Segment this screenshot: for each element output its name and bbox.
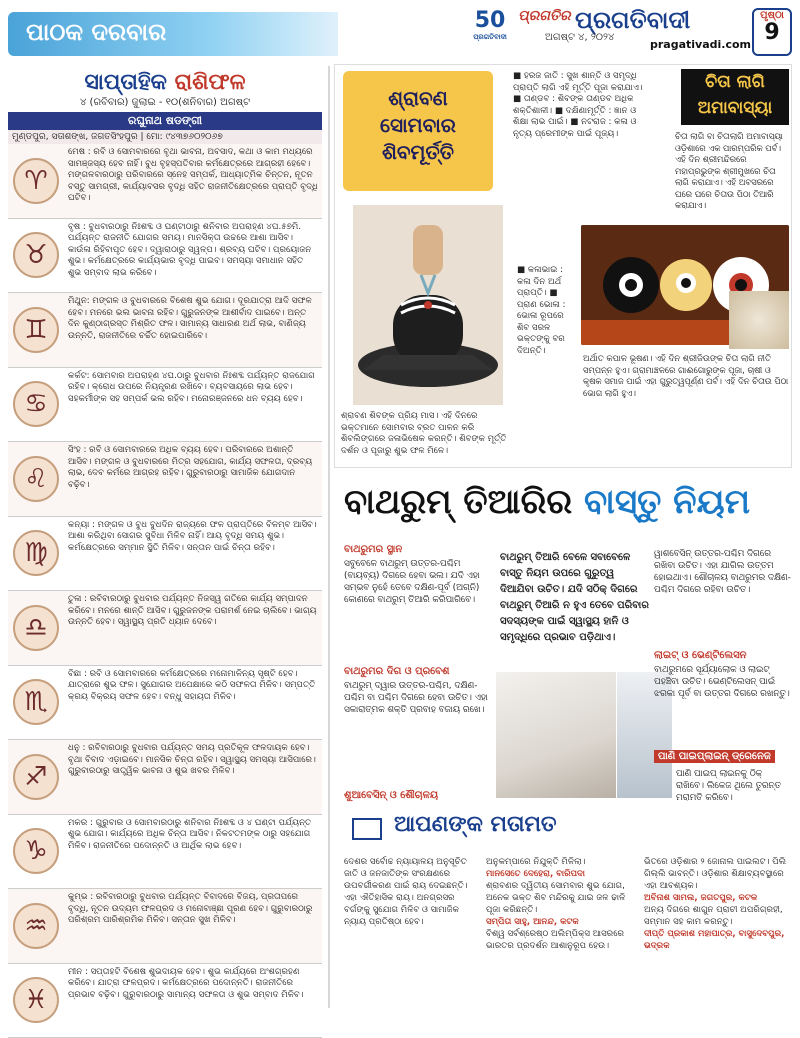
zodiac-list bbox=[8, 144, 322, 1038]
column-divider bbox=[328, 66, 330, 1008]
envelope-icon bbox=[352, 818, 382, 840]
horoscope-section bbox=[8, 66, 322, 1008]
section-title: ପାଠକ ଦରବାର bbox=[8, 12, 338, 56]
shravan-article bbox=[334, 64, 792, 468]
opinions-title: ଆପଣଙ୍କ ମତାମତ bbox=[394, 812, 557, 837]
zodiac-row bbox=[8, 368, 322, 443]
vastu-text-location: ସବୁବେଳେ ବାଥରୁମ୍ ଉତ୍ତର-ପଶ୍ଚିମ (ବାୟବ୍ୟ) ଦିଗରେ ହେବା ଭଲ। ଯଦି ଏହା ସମ୍ଭବ ନୁହେଁ ତେବେ ଦକ୍ଷିଣ-ପୂର୍ବ (ଅଗ୍ନି) କୋଣରେ ବାଥରୁମ୍ ତିଆରି କରିପାରିବେ। bbox=[344, 558, 490, 606]
vastu-section-pipeline: ପାଣି ପାଇପ୍‌ଲାଇନ୍ ଡ୍ରେନେଜ bbox=[654, 750, 775, 763]
horoscope-dates: ୪ (ରବିବାର) ଜୁଲାଇ - ୧୦(ଶନିବାର) ଅଗଷ୍ଟ bbox=[8, 97, 322, 108]
opinion-col2: ଅନୁକମ୍ପାରେ ନିଯୁକ୍ତି ମିଳିଲା। ମାନସେତେ ଦେହେରା, ବାରିପଦା ଶ୍ରାବଣର ଦ୍ୱିତୀୟ ସୋମବାର ଶୁଭ ଯୋଗ, ଅନେକ ଭକ୍ତ ଶିବ ମନ୍ଦିରକୁ ଯାଇ ଜଳ ଢାଳି ପୂଜା କରିଛନ୍ତି। ସମ୍ପିତା ସାହୁ, ଆନନ୍ଦ, କଟକ ବିଶ୍ୱ ସର୍ବଶ୍ରେଷ୍ଠ ଅଲିମ୍ପିକ୍ସ ଆସରରେ ଭାରତର ପ୍ରଦର୍ଶନ ଆଶାନୁରୂପ ହେଉ। bbox=[486, 856, 636, 952]
opinion-author: ମାନସେତେ ଦେହେରା, ବାରିପଦା bbox=[486, 868, 636, 880]
vastu-text-direction: ବାଥରୁମ୍ ଦ୍ୱାର ଉତ୍ତର-ପଶ୍ଚିମ, ଦକ୍ଷିଣ-ପଶ୍ଚିମ ବା ପଶ୍ଚିମ ଦିଗରେ ହେବା ଉଚିତ। ଏହା ସକାରାତ୍ମକ ଶକ୍ତି ପ୍ରବାହ ବଜାୟ ରଖେ। bbox=[344, 680, 490, 716]
horoscope-author: ରଘୁନାଥ ଷଡଙ୍ଗୀ bbox=[8, 112, 322, 130]
opinion-author: ଅବିନାଶ ସାମଲ, ଜଗତପୁର, କଟକ bbox=[644, 892, 792, 904]
zodiac-row bbox=[8, 293, 322, 368]
zodiac-icon: ♊ bbox=[8, 293, 64, 367]
website-url[interactable]: pragativadi.com bbox=[650, 38, 751, 51]
shravan-caption: ଶ୍ରାବଣ ଶିବଙ୍କ ପ୍ରିୟ ମାସ। ଏହି ଦିନରେ ଭକ୍ତମାନେ ସୋମବାର ବ୍ରତ ପାଳନ କରି ଶିବଲିଙ୍ଗରେ ଜଳାଭିଷେକ କରନ୍ତି। ଶିବଙ୍କ ମୂର୍ତ୍ତି ଦର୍ଶନ ଓ ପୂଜାରୁ ଶୁଭ ଫଳ ମିଳେ। bbox=[341, 411, 509, 457]
opinion-col3: ଭିତରେ ଓଡ଼ିଶାର ୨ ଜୋନାଲ ପାଇଲଟ। ପିଲି ଗିଲ୍ଲି ଭାବନ୍ତି। ଓଡ଼ିଶାର ଶିକ୍ଷାବ୍ୟବସ୍ଥାରେ ଏହା ଆବଶ୍ୟକ। ଅବିନାଶ ସାମଲ, ଜଗତପୁର, କଟକ ଅନ୍ୟ ଦିଗରେ ଶାଗୁନ ପ୍ରାଚୀ ଅପରିଗ୍ରହୀ, ସମ୍ମାନ ସହ କାମ କରନ୍ତୁ। ଦୀପ୍ତି ପ୍ରକାଶ ମହାପାତ୍ର, ବାସୁଦେବପୁର, ଭଦ୍ରକ bbox=[644, 856, 792, 952]
page-number: 9 bbox=[754, 21, 790, 45]
vastu-headline: ବାଥରୁମ୍ ତିଆରିର ବାସ୍ତୁ ନିୟମ bbox=[344, 482, 792, 522]
zodiac-text: ତୁଳା : ରବିବାରଠାରୁ ବୁଧବାର ପର୍ଯ୍ୟନ୍ତ ନିଜସ୍ୱ ଗତିରେ କାର୍ଯ୍ୟ ସମ୍ପାଦନ କରିବେ। ମନରେ ଶାନ୍ତି ଆସିବ। ଗୁରୁଜନଙ୍କ ପରାମର୍ଶ ନେଇ ଚାଲିବେ। ଭାଗ୍ୟ ଉନ୍ନତି ହେବ। ସ୍ୱାସ୍ଥ୍ୟ ପ୍ରତି ଧ୍ୟାନ ଦେବେ। bbox=[64, 591, 322, 665]
bathroom-image bbox=[496, 672, 616, 798]
zodiac-row bbox=[8, 219, 322, 294]
chita-text-lower: ଅର୍ଥାତ କପାଳ ଭୂଷଣ। ଏହି ଦିନ ଶ୍ରୀଜିଉଙ୍କ ଚିତା ଲାଗି ନୀତି ସମ୍ପନ୍ନ ହୁଏ। ଗ୍ରାମାଞ୍ଚଳରେ ଗାଈଗୋରୁଙ୍କ ପୂଜା, ଚାଷୀ ଓ କୃଷକ ସମାଜ ପାଇଁ ଏହା ଗୁରୁତ୍ୱପୂର୍ଣ୍ଣ ପର୍ବ। ଏହି ଦିନ ଚିତାଉ ପିଠା ଭୋଗ ଲାଗି ହୁଏ। bbox=[583, 353, 789, 399]
shravan-text-col1: ■ ହରଜ ଜାତି : ସୁଖ ଶାନ୍ତି ଓ ସମୃଦ୍ଧି ପ୍ରାପ୍ତି ଲାଗି ଏହି ମୂର୍ତ୍ତି ପୂଜା କରାଯାଏ। ■ ତାଣ୍ଡବ : ଶିବଙ୍କ ତାଣ୍ଡବ ଅଧିକ ଶକ୍ତିଶାଳୀ। ■ ଦକ୍ଷିଣାମୂର୍ତ୍ତି : ଜ୍ଞାନ ଓ ଶିକ୍ଷା ଲାଭ ପାଇଁ। ■ ନଟରାଜ : କଳା ଓ ନୃତ୍ୟ ପ୍ରେମୀଙ୍କ ପାଇଁ ପୂଜ୍ୟ। bbox=[513, 71, 643, 140]
zodiac-text: ବୃଷ : ବୁଧବାରଠାରୁ ନିଃଶବ୍ଦ ଓ ଘଣ୍ଟାଠାରୁ ଶନିବାର ଅପରାହ୍ଣ ୪ଘ.୫୭ମି. ପର୍ଯ୍ୟନ୍ତ ରାଜନୀତି ଯୋଗର ସମୟ। ମାନସିକ୍ତା ଉଚ୍ଚରେ ଆଶା ଆସିବ। କାଉଁଳା ରିହିବାପୃତ ହେବ। ଦ୍ୱାରାଠାରୁ ସ୍ୱଳ୍ପ। ଶ୍ରବ୍ୟ ଘଟିବ। ପ୍ରୟୋଜନ ଶୁଭ। କର୍ମକ୍ଷେତ୍ରରେ କାର୍ଯ୍ୟଭାର ବୃଦ୍ଧି ପାଇବ। ସମସ୍ୟା ସମାଧାନ ସହିତ ଶୁଭ ସମ୍ବାଦ ଲାଭ କରିବେ। bbox=[64, 219, 322, 293]
zodiac-row bbox=[8, 517, 322, 592]
zodiac-text: ମିଥୁନ: ମଙ୍ଗଳ ଓ ବୁଧବାରରେ ବିଶେଷ ଶୁଭ ଯୋଗ। ଦୂରଯାତ୍ରା ଆଦି ସଫଳ ହେବ। ମନରେ ଭଲ ଭାବନା ରହିବ। ଗୁରୁଜନଙ୍କ ଆଶୀର୍ବାଦ ପାଇବେ। ଅନ୍ତ ଦିନ କୁଣ୍ଠାଗ୍ରସ୍ତ ମିଶ୍ରିତ ଫଳ। ସାମାନ୍ୟ ସାଧାରଣ ଅର୍ଥ ଲାଭ, ବାଣିଜ୍ୟ ଉନ୍ନତି, ରାଜନୀତିରେ ଚର୍ଚ୍ଚିତ ହୋଇପାରିବେ। bbox=[64, 293, 322, 367]
zodiac-row bbox=[8, 964, 322, 1038]
anniversary-logo: 50 ପ୍ରଗତିବାଦୀ bbox=[468, 8, 512, 52]
zodiac-text: ଧନୁ : ରବିବାରଠାରୁ ବୁଧବାର ପର୍ଯ୍ୟନ୍ତ ସମୟ ପ୍ରତିକୂଳ ଫଳଦାୟକ ହେବ। ବୃଥା ବିବାଦ ଏଡ଼ାଇବେ। ମାନସିକ ଚିନ୍ତା ରହିବ। ସ୍ୱାସ୍ଥ୍ୟ ସମସ୍ୟା ଆସିପାରେ। ଗୁରୁବାରଠାରୁ ସାତ୍ତ୍ୱିକ ଭାବନା ଓ ଶୁଭ ଖବର ମିଳିବ। bbox=[64, 740, 322, 814]
zodiac-icon: ♓ bbox=[8, 964, 64, 1038]
zodiac-icon: ♉ bbox=[8, 219, 64, 293]
vastu-section-location: ବାଥରୁମର ସ୍ଥାନ bbox=[344, 544, 402, 555]
zodiac-icon: ♑ bbox=[8, 815, 64, 889]
opinion-author: ସମ୍ପିତା ସାହୁ, ଆନନ୍ଦ, କଟକ bbox=[486, 916, 636, 928]
zodiac-row bbox=[8, 591, 322, 666]
zodiac-row bbox=[8, 144, 322, 219]
zodiac-icon: ♎ bbox=[8, 591, 64, 665]
zodiac-text: ବିଛା : ରବି ଓ ସୋମବାରରେ କର୍ମକ୍ଷେତ୍ରରେ ମନୋମାଳିନ୍ୟ ସୃଷ୍ଟି ହେବ। ଯାତ୍ରାରେ ଶୁଭ ଫଳ। ସୁଯୋଗର ଅପେକ୍ଷାରେ କଠି ସଫଳତା ମିଳିବ। ସମ୍ପତ୍ତି କ୍ରୟ ବିକ୍ରୟ ସଫଳ ହେବ। ବନ୍ଧୁ ସହାୟତା ମିଳିବ। bbox=[64, 666, 322, 740]
page-number-box bbox=[752, 8, 792, 56]
author-address: ମୁଣ୍ଡପୁର, ସତାଶଙ୍ଖ, ଜଗତସିଂହପୁର | ମୋ: ୯୪୩୭୬୦୨୦୬୭ bbox=[8, 130, 322, 144]
zodiac-icon: ♈ bbox=[8, 144, 64, 218]
vastu-text-pipeline: ପାଣି ପାଇପ୍ ଲାଇନକୁ ଠିକ୍ ରାଖିବେ। ଲିକେଜ ଥିଲେ ତୁରନ୍ତ ମରାମତି କରିବେ। bbox=[676, 768, 792, 804]
vastu-text-light: ବାଥରୁମରେ ସୂର୍ଯ୍ୟାଲୋକ ଓ ଲାଇଟ୍ ପହଞ୍ଚିବା ଉଚିତ। ଭେଣ୍ଟିଲେସନ୍ ପାଇଁ ଝରକା ପୂର୍ବ ବା ଉତ୍ତର ଦିଗରେ ରଖନ୍ତୁ। bbox=[654, 664, 792, 700]
zodiac-row bbox=[8, 442, 322, 517]
zodiac-row bbox=[8, 815, 322, 890]
page-label: ପୃଷ୍ଠା bbox=[754, 10, 790, 21]
zodiac-text: ମୀନ : ସପ୍ତାହଟି ବିଶେଷ ଶୁଭଦାୟକ ହେବ। ଶୁଭ କାର୍ଯ୍ୟରେ ଅଂଶଗ୍ରହଣ କରିବେ। ଯାତ୍ରା ଫଳପ୍ରଦ। କର୍ମକ୍ଷେତ୍ରରେ ପଦୋନ୍ନତି। ରାଜନୀତିରେ ପ୍ରଭାବ ବଢ଼ିବ। ଗୁରୁବାରଠାରୁ ସାମାନ୍ୟ ସଫଳତା ଓ ଶୁଭ ସମ୍ବାଦ ମିଳିବ। bbox=[64, 964, 322, 1038]
zodiac-icon: ♒ bbox=[8, 889, 64, 963]
zodiac-text: କୁମ୍ଭ : ରବିବାରଠାରୁ ବୁଧବାର ପର୍ଯ୍ୟନ୍ତ ବିବାଦରେ ବିଜୟ, ପ୍ରତାପରେ ବୃଦ୍ଧି, ନୂତନ ଉଦ୍ୟମ ଫଳପ୍ରଦ ଓ ମନୋବାଞ୍ଛା ପୂରଣ ହେବ। ଗୁରୁବାରଠାରୁ ପରିଶ୍ରମ ପାରିଶ୍ରମିକ ମିଳିବ। ସନ୍ତାନ ସୁଖ ମିଳିବ। bbox=[64, 889, 322, 963]
zodiac-icon: ♋ bbox=[8, 368, 64, 442]
zodiac-text: ମେଷ : ରବି ଓ ସୋମବାରରେ ବୃଥା ଭାବନା, ଅବସାଦ, କଥା ଓ କାମ ମଧ୍ୟରେ ସାମଞ୍ଜସ୍ୟ ହେବ ନାହିଁ। ବୁଧ ବୃହସ୍ପତିବାର କର୍ମକ୍ଷେତ୍ରରେ ଆଗ୍ରହୀ ହେବେ। ମଙ୍ଗଳବାରଠାରୁ ପରିବାରରେ ସ୍ନେହ ସମ୍ପର୍କ, ଆଧ୍ୟାତ୍ମିକ ଚିନ୍ତନ, ନୂତନ ବସ୍ତୁ ସାମଗ୍ରୀ, କାର୍ଯ୍ୟାବସର ବୃଦ୍ଧି ସହିତ ରାଜନୀତିକ୍ଷେତ୍ରରେ ପ୍ରାପ୍ତି ବୃଦ୍ଧି ଘଟିବ। bbox=[64, 144, 322, 218]
newspaper-logo: ପ୍ରଗତିବାଦୀ bbox=[575, 6, 690, 34]
vastu-section-washbasin: ଶୁଆବେସିନ୍ ଓ ଶୌଚାଳୟ bbox=[344, 790, 438, 801]
zodiac-row bbox=[8, 889, 322, 964]
zodiac-text: କର୍କଟ: ସୋମବାର ଅପରାହ୍ଣ ୪ଘ.ଠାରୁ ବୁଧବାର ନିଃଶବ୍ଦ ପର୍ଯ୍ୟନ୍ତ ରାଜଯୋଗ ରହିବ। କ୍ରୋଧ ଉପରେ ନିୟନ୍ତ୍ରଣ ରଖିବେ। ବ୍ୟବସାୟରେ ଲାଭ ହେବ। ସହକର୍ମୀଙ୍କ ସହ ସମ୍ପର୍କ ଭଲ ରହିବ। ମନୋରଞ୍ଜନରେ ଧନ ବ୍ୟୟ ହେବ। bbox=[64, 368, 322, 442]
vastu-section-direction: ବାଥରୁମର ଦିଗ ଓ ପ୍ରବେଶ bbox=[344, 666, 449, 677]
horoscope-title: ସାପ୍ତାହିକ ରାଶିଫଳ bbox=[8, 66, 322, 95]
zodiac-icon: ♐ bbox=[8, 740, 64, 814]
zodiac-text: ସିଂହ : ରବି ଓ ସୋମବାରରେ ଅଧିକ ବ୍ୟୟ ହେବ। ପରିବାରରେ ଅଶାନ୍ତି ଆସିବ। ମଙ୍ଗଳ ଓ ବୁଧବାରରେ ମିତ୍ର ସହଯୋଗ, କାର୍ଯ୍ୟ ସଫଳତା, ଦ୍ରବ୍ୟ ଲାଭ, ଦେବ କର୍ମରେ ଆଗ୍ରହ ରହିବ। ଗୁରୁବାରଠାରୁ ସାମାଜିକ ଯୋଗଦାନ ବଢ଼ିବ। bbox=[64, 442, 322, 516]
chitau-pitha-image bbox=[729, 291, 789, 349]
vastu-text-washbasin: ୱାଶବେସିନ୍ ଉତ୍ତର-ପଶ୍ଚିମ ଦିଗରେ ରଖିବା ଉଚିତ। ଏହା ଯାଗିଲ ଉତ୍ତମ ହୋଇଥାଏ। ଶୌଚାଳୟ ବାଥରୁମର ଦକ୍ଷିଣ-ପଶ୍ଚିମ ଦିଗରେ ରହିବା ଉଚିତ। bbox=[654, 548, 792, 596]
zodiac-text: କନ୍ୟା : ମଙ୍ଗଳ ଓ ବୁଧ ବୁଧଦିନ ରାଜ୍ୟରେ ଫଳ ପ୍ରାପ୍ତିରେ ବିଳମ୍ବ ଆସିବ। ଆଶା କରିଥିବା ସୋଗର ସୁବିଧା ମିଳିବ ନାହିଁ। ଆୟ ବୃଦ୍ଧି ସମୟ ଶୁଭ। କର୍ମକ୍ଷେତ୍ରରେ ସମ୍ମାନ ସ୍ଥିତି ମିଳିବ। ସନ୍ତାନ ପାଇଁ ଚିନ୍ତା ରହିବ। bbox=[64, 517, 322, 591]
zodiac-icon: ♌ bbox=[8, 442, 64, 516]
vastu-section-light: ଲାଇଟ୍ ଓ ଭେଣ୍ଟିଲେସନ bbox=[654, 650, 746, 661]
chita-text: ଚିତା ଲାଗି ବା ଚିତାଲାଗି ଅମାବାସ୍ୟା ଓଡ଼ିଶାରେ ଏକ ପାରମ୍ପରିକ ପର୍ବ। ଏହି ଦିନ ଶ୍ରୀମନ୍ଦିରରେ ମହାପ୍ରଭୁଙ୍କ ଶ୍ରୀମୁଖରେ ଚିତା ଲାଗି କରାଯାଏ। ଏହି ଅବସରରେ ଘରେ ଘରେ ଚିତାଉ ପିଠା ତିଆରି କରାଯାଏ। bbox=[675, 131, 789, 212]
shivling-image bbox=[353, 205, 503, 405]
vastu-pullquote: ବାଥରୁମ୍ ତିଆରି ବେଳେ ସବାବେଳେ ବାସ୍ତୁ ନିୟମ ଉପରେ ଗୁରୁତ୍ୱ ଦିଆଯିବା ଉଚିତ। ଯଦି ସଠିକ୍ ଦିଗରେ ବାଥରୁମ୍ ତିଆରି ନ ହୁଏ ତେବେ ପରିବାର ସଦସ୍ୟଙ୍କ ପାଇଁ ସ୍ୱାସ୍ଥ୍ୟ ହାନି ଓ ସମୃଦ୍ଧିରେ ପ୍ରଭାବ ପଡ଼ିଥାଏ। bbox=[500, 550, 650, 646]
zodiac-icon: ♍ bbox=[8, 517, 64, 591]
opinion-author: ଦୀପ୍ତି ପ୍ରକାଶ ମହାପାତ୍ର, ବାସୁଦେବପୁର, ଭଦ୍ରକ bbox=[644, 928, 792, 952]
zodiac-icon: ♏ bbox=[8, 666, 64, 740]
logo-tagline: ପ୍ରଗତିର bbox=[518, 8, 570, 24]
chita-title: ଚିତା ଲାଗି ଅମାବାସ୍ୟା bbox=[681, 69, 789, 125]
issue-date: ଅଗଷ୍ଟ ୪, ୨୦୨୪ bbox=[545, 32, 614, 43]
page-header bbox=[0, 0, 800, 66]
opinion-col1: ଦେଶର ସର୍ବୋଚ୍ଚ ନ୍ୟାୟାଳୟ ଅନୁସୂଚିତ ଜାତି ଓ ଜନଜାତିଙ୍କ ସଂରକ୍ଷଣରେ ଉପବର୍ଗୀକରଣ ପାଇଁ ରାୟ ଦେଇଛନ୍ତି। ଏହା ଐତିହାସିକ ରାୟ। ଅନଗ୍ରସର ବର୍ଗଙ୍କୁ ସୁଯୋଗ ମିଳିବ ଓ ସାମାଜିକ ନ୍ୟାୟ ପ୍ରତିଷ୍ଠା ହେବ। bbox=[344, 856, 478, 928]
shravan-text-col2: ■ କଳାଭାଇ : କଳା ଦିନ ଅର୍ଥ ପ୍ରାପ୍ତି। ■ ପ୍ରାଣ ଭୋଳା : ଭୋଳା ରୂପରେ ଶିବ ସରଳ ଭକ୍ତଙ୍କୁ ବର ଦିଅନ୍ତି। bbox=[517, 265, 577, 357]
shravan-title: ଶ୍ରାବଣ ସୋମବାର ଶିବମୂର୍ତ୍ତି bbox=[343, 71, 493, 191]
zodiac-row bbox=[8, 740, 322, 815]
zodiac-row bbox=[8, 666, 322, 741]
zodiac-text: ମକର : ଗୁରୁବାର ଓ ସୋମବାରଠାରୁ ଶନିବାର ନିଃଶବ୍ଦ ଓ ୪ ଘଣ୍ଟା ପର୍ଯ୍ୟନ୍ତ ଶୁଭ ଯୋଗ। କାର୍ଯ୍ୟରେ ଅଧିକ ଚିନ୍ତା ଆସିବ। ନିକଟତମଙ୍କ ଠାରୁ ସହଯୋଗ ମିଳିବ। ରାଜନୀତିରେ ପଦୋନ୍ନତି ଓ ଆର୍ଥିକ ଲାଭ ହେବ। bbox=[64, 815, 322, 889]
